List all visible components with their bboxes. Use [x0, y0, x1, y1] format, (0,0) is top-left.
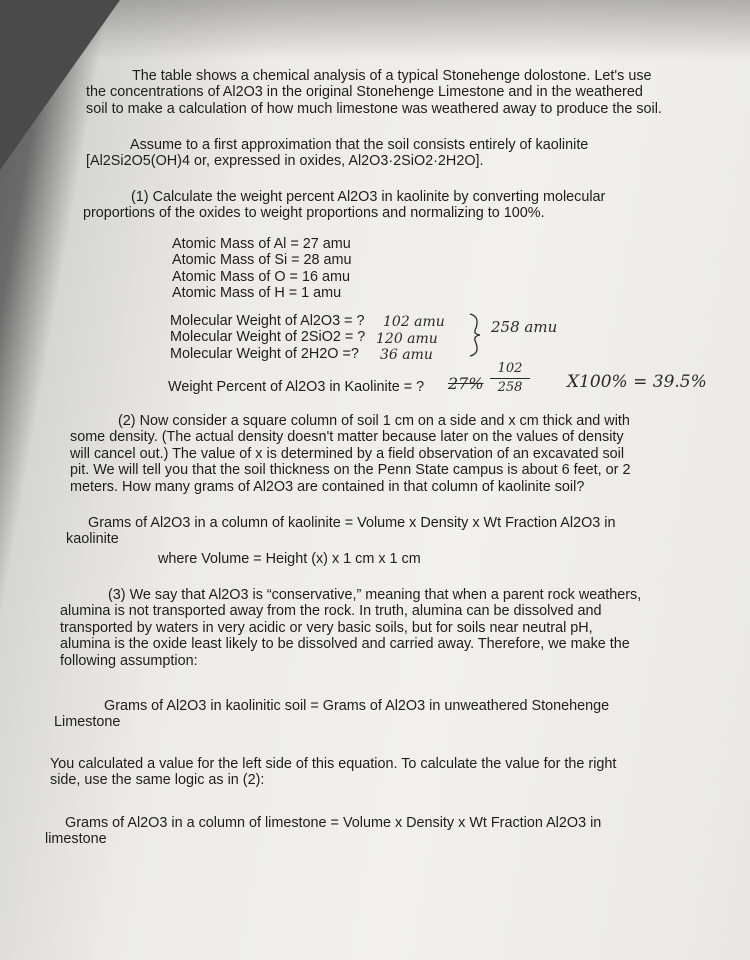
limestone-equation: [45, 815, 705, 848]
question-3-line-1: (3) We say that Al2O3 is “conservative,” meaning that when a parent rock weathers,: [108, 587, 642, 603]
molecular-weight-sio2: Molecular Weight of 2SiO2 = ?: [170, 329, 366, 346]
brace-icon: [466, 312, 484, 358]
fraction-numerator: 102: [490, 361, 530, 379]
question-3-line-2: alumina is not transported away from the rock. In truth, alumina can be dissolved and: [60, 603, 602, 620]
question-3-paragraph: [60, 587, 710, 669]
atomic-mass-si: Atomic Mass of Si = 28 amu: [172, 252, 352, 269]
question-2-line-3: will cancel out.) The value of x is determined by a field observation of an excavated soil: [70, 445, 625, 462]
handwritten-mw-sio2: 120 amu: [376, 331, 438, 347]
question-2-paragraph: [70, 413, 694, 495]
right-side-line-1: You calculated a value for the left side of this equation. To calculate the value for the right: [50, 756, 617, 772]
fraction-denominator: 258: [497, 380, 523, 396]
right-side-instructions: [50, 756, 730, 789]
question-1-paragraph: [83, 189, 643, 222]
question-3-line-3: transported by waters in very acidic or very basic soils, but for soils near neutral pH,: [60, 619, 593, 636]
intro-line-2: the concentrations of Al2O3 in the original Stonehenge Limestone and in the weathered: [86, 84, 643, 101]
question-2-line-4: pit. We will tell you that the soil thickness on the Penn State campus is about 6 feet, or 2: [70, 462, 631, 479]
molecular-weight-list: [170, 313, 500, 362]
handwritten-mw-h2o: 36 amu: [380, 347, 433, 363]
intro-paragraph: [86, 68, 686, 117]
atomic-mass-h: Atomic Mass of H = 1 amu: [172, 285, 342, 302]
kaolinite-equation-line-1: Grams of Al2O3 in a column of kaolinite = Volume x Density x Wt Fraction Al2O3 in: [88, 515, 616, 531]
handwritten-result: X100% = 39.5%: [567, 372, 707, 392]
handwritten-strike: 27%: [448, 374, 484, 393]
handwritten-fraction: [490, 361, 530, 397]
limestone-equation-line-2: limestone: [45, 831, 107, 848]
conservation-equation-line-2: Limestone: [54, 714, 121, 731]
question-2-line-2: some density. (The actual density doesn't matter because later on the values of density: [70, 429, 624, 446]
kaolinite-equation-line-2: kaolinite: [66, 531, 119, 548]
question-2-line-5: meters. How many grams of Al2O3 are contained in that column of kaolinite soil?: [70, 478, 585, 495]
molecular-weight-al2o3: Molecular Weight of Al2O3 = ?: [170, 313, 365, 329]
assumption-paragraph: [86, 137, 666, 170]
molecular-weight-h2o: Molecular Weight of 2H2O =?: [170, 345, 359, 362]
right-side-line-2: side, use the same logic as in (2):: [50, 772, 265, 789]
volume-definition: where Volume = Height (x) x 1 cm x 1 cm: [158, 551, 421, 567]
question-3-line-4: alumina is the oxide least likely to be dissolved and carried away. Therefore, we make the: [60, 636, 630, 653]
assumption-line-1: Assume to a first approximation that the soil consists entirely of kaolinite: [130, 137, 589, 153]
question-2-line-1: (2) Now consider a square column of soil 1 cm on a side and x cm thick and with: [118, 413, 630, 429]
kaolinite-equation: [66, 515, 686, 548]
conservation-equation-line-1: Grams of Al2O3 in kaolinitic soil = Grams of Al2O3 in unweathered Stonehenge: [104, 698, 610, 714]
intro-line-1: The table shows a chemical analysis of a typical Stonehenge dolostone. Let's use: [132, 68, 652, 84]
question-3-line-5: following assumption:: [60, 652, 198, 669]
question-1-line-2: proportions of the oxides to weight proportions and normalizing to 100%.: [83, 205, 545, 222]
atomic-mass-al: Atomic Mass of Al = 27 amu: [172, 236, 351, 252]
assumption-line-2: [Al2Si2O5(OH)4 or, expressed in oxides, Al2O3·2SiO2·2H2O].: [86, 153, 484, 170]
conservation-equation: [54, 698, 694, 731]
limestone-equation-line-1: Grams of Al2O3 in a column of limestone = Volume x Density x Wt Fraction Al2O3 in: [65, 815, 602, 831]
intro-line-3: soil to make a calculation of how much limestone was weathered away to produce the soil.: [86, 100, 662, 117]
question-1-line-1: (1) Calculate the weight percent Al2O3 in kaolinite by converting molecular: [131, 189, 606, 205]
handwritten-mw-al2o3: 102 amu: [383, 314, 445, 330]
handwritten-sum: 258 amu: [491, 318, 558, 336]
weight-percent-prompt: Weight Percent of Al2O3 in Kaolinite = ?: [168, 379, 425, 395]
atomic-mass-list: [172, 236, 452, 302]
atomic-mass-o: Atomic Mass of O = 16 amu: [172, 268, 350, 285]
